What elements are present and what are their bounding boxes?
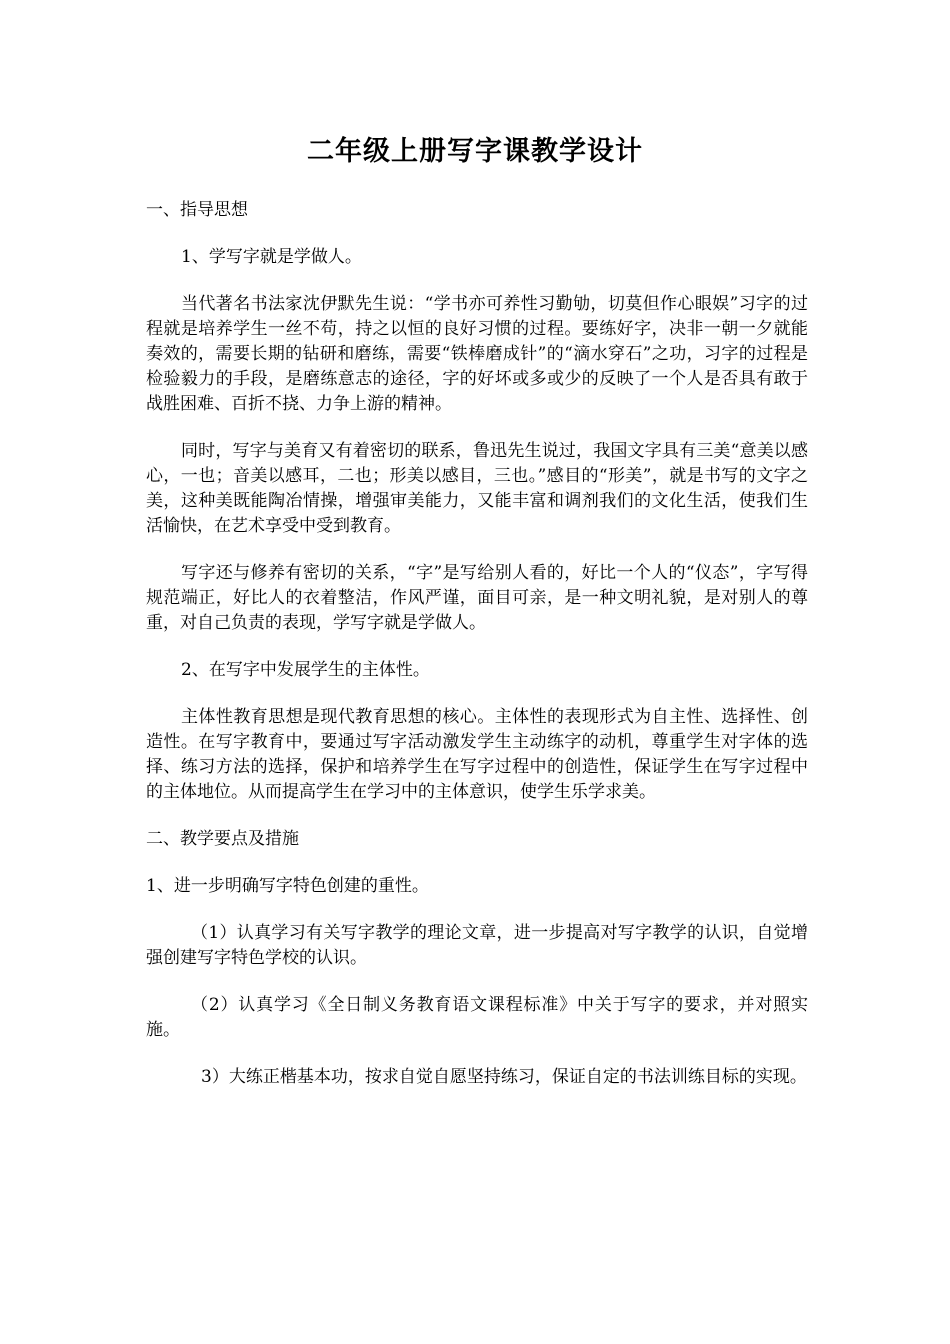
paragraph-calligrapher-quote: 当代著名书法家沈伊默先生说：“学书亦可养性习勤劬，切莫但作心眼娱”习字的过程就是培养学生一丝不苟，持之以恒的良好习惯的过程。要练好字，决非一朝一夕就能奏效的，需要长期的钻研和磨练，需要“铁棒磨成针”的“滴水穿石”之功，习字的过程是检验毅力的手段，是磨练意志的途径，字的好坏或多或少的反映了一个人是否具有敢于战胜困难、百折不挠、力争上游的精神。 xyxy=(146,294,808,414)
section-heading-teaching-points: 二、教学要点及措施 xyxy=(146,829,299,849)
point-student-subjectivity: 2、在写字中发展学生的主体性。 xyxy=(181,660,430,680)
list-item-study-standard: （2）认真学习《全日制义务教育语文课程标准》中关于写字的要求，并对照实施。 xyxy=(146,995,808,1040)
list-item-study-theory: （1）认真学习有关写字教学的理论文章，进一步提高对写字教学的认识，自觉增强创建写字特色学校的认识。 xyxy=(146,923,808,968)
point-learn-writing: 1、学写字就是学做人。 xyxy=(181,247,362,267)
document-body xyxy=(146,198,808,1112)
paragraph-aesthetic-education: 同时，写字与美育又有着密切的联系，鲁迅先生说过，我国文字具有三美“意美以感心，一也；音美以感耳，二也；形美以感目，三也。”感目的“形美”，就是书写的文字之美，这种美既能陶冶情操，增强审美能力，又能丰富和调剂我们的文化生活，使我们生活愉快，在艺术享受中受到教育。 xyxy=(146,441,808,536)
section-heading-guiding-thought: 一、指导思想 xyxy=(146,200,248,220)
list-item-practice-regular-script: 3）大练正楷基本功，按求自觉自愿坚持练习，保证自定的书法训练目标的实现。 xyxy=(201,1067,807,1087)
point-clarify-importance: 1、进一步明确写字特色创建的重性。 xyxy=(146,876,429,896)
document-title: 二年级上册写字课教学设计 xyxy=(307,136,643,167)
paragraph-self-cultivation: 写字还与修养有密切的关系，“字”是写给别人看的，好比一个人的“仪态”，字写得规范端正，好比人的衣着整洁，作风严谨，面目可亲，是一种文明礼貌，是对别人的尊重，对自己负责的表现，学写字就是学做人。 xyxy=(146,563,808,633)
paragraph-subjectivity-education: 主体性教育思想是现代教育思想的核心。主体性的表现形式为自主性、选择性、创造性。在写字教育中，要通过写字活动激发学生主动练字的动机，尊重学生对字体的选择、练习方法的选择，保护和培养学生在写字过程中的创造性，保证学生在写字过程中的主体地位。从而提高学生在学习中的主体意识，使学生乐学求美。 xyxy=(146,707,808,802)
